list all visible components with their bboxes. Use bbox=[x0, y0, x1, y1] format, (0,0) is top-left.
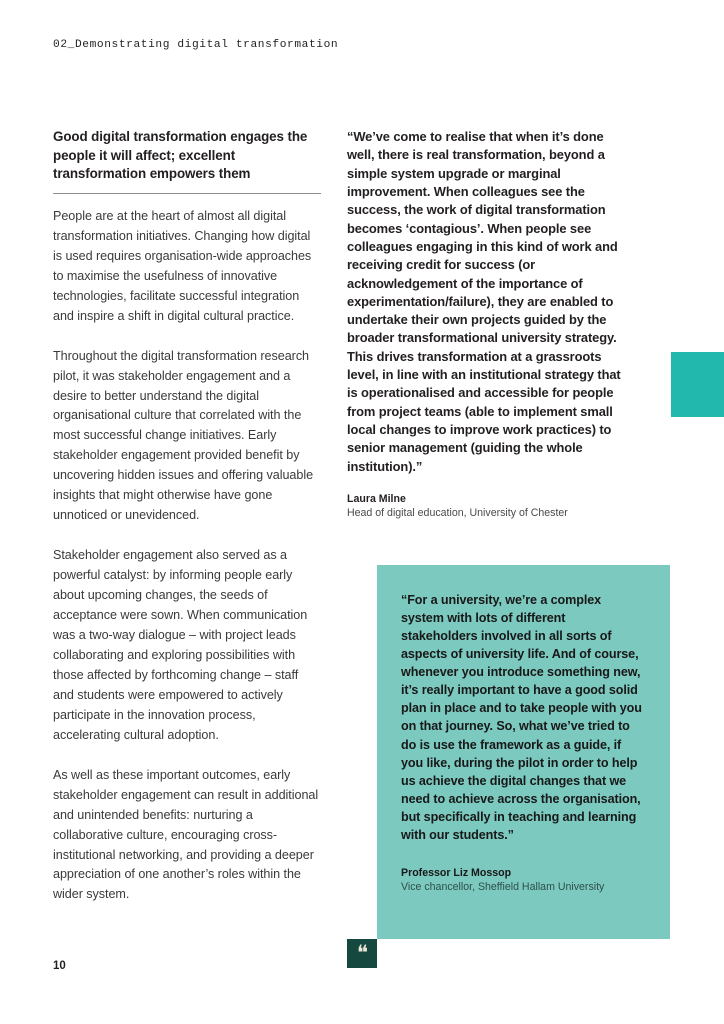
pull-quote: “We’ve come to realise that when it’s done well, there is real transformation, beyond a simple system upgrade or marginal improvement. When colleagues see the success, the work of digital transformation becomes ‘contagious’. When people see colleagues engaging in this kind of work and receiving credit for success (or acknowledgement of the importance of experimentation/failure), they are enabled to undertake their own projects guided by the broader transformational university strategy. This drives transformation at a grassroots level, in line with an institutional strategy that is operationalised and accessible for people from project teams (able to implement small local changes to improve work practices) to senior management (guiding the whole institution).” bbox=[347, 129, 621, 474]
quote-attribution bbox=[347, 492, 621, 521]
right-column bbox=[347, 128, 621, 521]
attribution-role: Head of digital education, University of Chester bbox=[347, 507, 568, 520]
callout-attribution bbox=[401, 866, 644, 895]
page-number: 10 bbox=[53, 960, 66, 972]
running-header: 02_Demonstrating digital transformation bbox=[53, 39, 339, 51]
body-paragraph: People are at the heart of almost all digital transformation initiatives. Changing how digital is used requires organisation-wide approaches to maximise the usefulness of innovative technologies, facilitate successful integration and inspire a shift in digital cultural practice. bbox=[53, 208, 312, 323]
body-paragraph: Throughout the digital transformation research pilot, it was stakeholder engagement and a desire to better understand the digital organisational culture that correlated with the most successful change initiatives. Early stakeholder engagement provided benefit by uncovering hidden issues and offering valuable insights that might otherwise have gone unnoticed or unevidenced. bbox=[53, 348, 314, 523]
body-paragraph: Stakeholder engagement also served as a powerful catalyst: by informing people early about upcoming changes, the seeds of acceptance were sown. When communication was a two-way dialogue – with project leads collaborating and exploring possibilities with those affected by forthcoming change – staff and students were empowered to actively participate in the innovation process, accelerating cultural adoption. bbox=[53, 548, 308, 742]
edge-accent-tab bbox=[671, 352, 724, 417]
page-title: Good digital transformation engages the people it will affect; excellent transformation empowers them bbox=[53, 129, 308, 182]
left-column bbox=[53, 128, 321, 905]
attribution-name: Professor Liz Mossop bbox=[401, 866, 512, 879]
quote-mark-icon: ❝ bbox=[347, 939, 377, 968]
body-paragraph: As well as these important outcomes, early stakeholder engagement can result in additional and unintended benefits: nurturing a collaborative culture, encouraging cross-institutional networking, and providing a deeper appreciation of one another’s roles within the wider system. bbox=[53, 767, 319, 902]
attribution-name: Laura Milne bbox=[347, 492, 406, 505]
heading-divider bbox=[53, 193, 321, 194]
body-copy bbox=[53, 207, 321, 906]
attribution-role: Vice chancellor, Sheffield Hallam University bbox=[401, 881, 605, 894]
callout-box bbox=[377, 565, 670, 939]
callout-quote: “For a university, we’re a complex system with lots of different stakeholders involved in all sorts of aspects of university life. And of course, whenever you introduce something new, it’s really important to have a good solid plan in place and to take people with you on that journey. So, what we’ve tried to do is use the framework as a guide, if you like, during the pilot in order to help us achieve the digital changes that we need to achieve across the organisation, but specifically in teaching and learning with our students.” bbox=[401, 593, 642, 842]
